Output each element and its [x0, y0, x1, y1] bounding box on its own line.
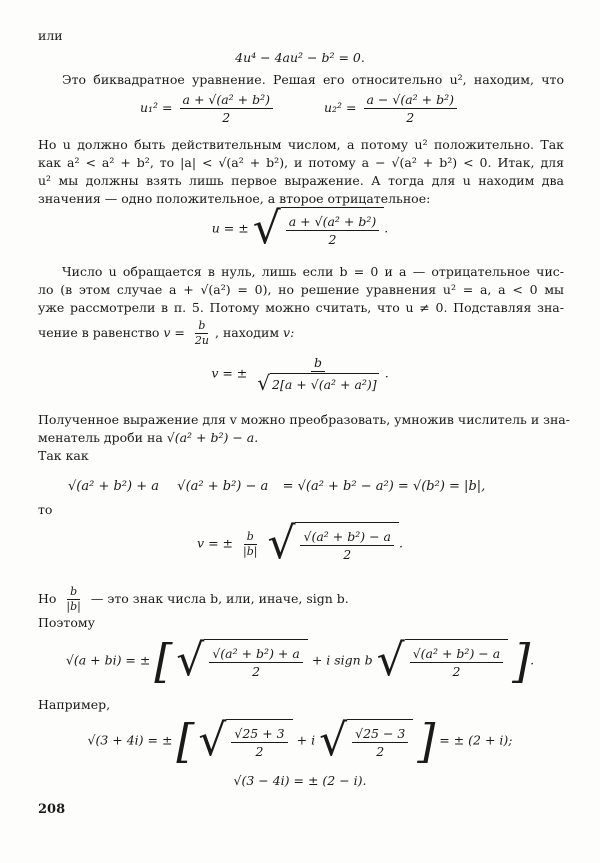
- text-line: как a² < a² + b², то |a| < √(a² + b²), и потому a − √(a² + b²) < 0. Итак, для: [38, 155, 564, 170]
- eq-lhs: √(3 + 4i) = ±: [87, 732, 173, 748]
- fraction: [180, 92, 274, 125]
- fraction-denominator: 2: [328, 231, 337, 247]
- eq-lhs: v = ±: [197, 535, 233, 551]
- equation-biquadratic: 4u⁴ − 4au² − b² = 0.: [235, 50, 365, 65]
- left-bracket: [: [176, 714, 195, 768]
- fraction-numerator: √(a² + b²) − a: [300, 529, 394, 546]
- text-line: уже рассмотрели в п. 5. Потому можно считать, что u ≠ 0. Подставляя зна-: [38, 300, 564, 315]
- equation-complex-root: √(a + bi) = ± [ √ $\frac{\text{√(a² + b²) + a}}{2}$ + i sign b √ $\frac{\text{√(a² + b²) − a}}{2}$ ].: [65, 634, 535, 688]
- square-root: [267, 518, 399, 569]
- eq-lhs: u₁² =: [140, 100, 173, 115]
- text-span: — это знак числа b, или, иначе, sign b.: [90, 591, 349, 606]
- radicand: [281, 207, 385, 251]
- text-span: Но: [38, 591, 57, 606]
- text-span: чение в равенство: [38, 325, 160, 340]
- fraction: [364, 92, 458, 125]
- radical-sign: √: [267, 518, 296, 569]
- fraction-denominator: 2: [222, 110, 231, 125]
- equation-example: [0, 714, 600, 768]
- eq-part: √(a² + b²) − a: [177, 479, 269, 494]
- text-line-with-fraction: [38, 585, 349, 613]
- fraction: [231, 726, 287, 759]
- fraction: [410, 646, 504, 679]
- text-line: u² мы должны взять лишь первое выражение. А тогда для u находим два: [38, 173, 564, 188]
- square-root: [257, 373, 378, 393]
- equation-example-2: √(3 − 4i) = ± (2 − i).: [233, 773, 367, 788]
- radical-sign: √: [319, 715, 348, 766]
- fraction-numerator: √(a² + b²) − a: [410, 646, 504, 663]
- fraction-numerator: √25 + 3: [231, 726, 287, 743]
- fraction-numerator: √25 − 3: [352, 726, 408, 743]
- radical-sign: √: [198, 715, 227, 766]
- text-span: менатель дроби на: [38, 430, 163, 445]
- text-line: то: [38, 502, 53, 517]
- left-bracket: [: [154, 634, 173, 688]
- fraction-denominator: 2: [252, 663, 261, 679]
- fraction-denominator: 2: [376, 743, 385, 759]
- fraction-numerator: a − √(a² + b²): [364, 92, 458, 109]
- text-line: Но u должно быть действительным числом, а потому u² положительно. Так: [38, 137, 564, 152]
- fraction: [209, 646, 303, 679]
- radicand: [295, 522, 399, 566]
- right-bracket: ]: [417, 714, 436, 768]
- text-line-with-fraction: чение в равенство v = $\frac{b}{2u}$ , находим v:: [38, 319, 295, 347]
- text-line: Например,: [38, 697, 111, 712]
- equation-u: u = ± √ $\frac{\text{a + √(a² + b²)}}{2}$ .: [211, 203, 389, 254]
- square-root: [319, 715, 413, 766]
- eq-lhs: v =: [163, 325, 185, 340]
- text-line: Полученное выражение для v можно преобразовать, умножив числитель и зна-: [38, 412, 570, 427]
- text-line: значения — одно положительное, а второе отрицательное:: [38, 191, 431, 206]
- eq-lhs: u₂² =: [323, 100, 357, 115]
- fraction-numerator: a + √(a² + b²): [180, 92, 274, 109]
- fraction-numerator: a + √(a² + b²): [286, 214, 380, 231]
- eq-lhs: √(a + bi) = ±: [65, 652, 151, 668]
- eq-rhs: = ± (2 + i);: [439, 732, 513, 748]
- page-number: 208: [38, 802, 66, 817]
- fraction: [286, 214, 380, 247]
- equation-v-final: v = ± $\frac{b}{|b|}$ √ $\frac{\text{√(a² + b²) − a}}{2}$ .: [197, 518, 403, 569]
- equation-v: v = ± b √ 2[a + √(a² + a²)] .: [211, 355, 389, 395]
- fraction-denominator: 2: [406, 110, 415, 125]
- fraction-denominator: |b|: [66, 600, 81, 613]
- radicand: 2[a + √(a² + a²)]: [270, 373, 379, 393]
- fraction: [192, 320, 212, 347]
- fraction-denominator: [254, 372, 381, 393]
- text-line: ло (в этом случае a + √(a²) = 0), но решение уравнения u² = a, a < 0 мы: [38, 282, 564, 297]
- fraction: [300, 529, 394, 562]
- square-root: [252, 203, 385, 254]
- fraction: [254, 355, 381, 393]
- radicand: [204, 639, 308, 683]
- inline-math: √(a² + b²) − a.: [166, 430, 259, 445]
- square-root: [376, 635, 509, 686]
- fraction-denominator: 2: [452, 663, 461, 679]
- text-line: Так как: [38, 448, 89, 463]
- radicand: [226, 719, 292, 763]
- fraction: [240, 531, 260, 558]
- equation-u-squared: [0, 92, 600, 125]
- square-root: [198, 715, 292, 766]
- radical-sign: √: [376, 635, 405, 686]
- fraction-denominator: |b|: [242, 544, 258, 558]
- fraction-denominator: 2u: [194, 334, 209, 347]
- eq-lhs: u = ±: [211, 220, 249, 236]
- fraction: [352, 726, 408, 759]
- eq-mid: + i sign b: [311, 652, 373, 668]
- text-span: находим: [222, 325, 280, 340]
- radicand: [405, 639, 509, 683]
- text-line: или: [38, 28, 63, 43]
- fraction-denominator: 2: [255, 743, 264, 759]
- eq-part: √(a² + b²) + a: [68, 479, 159, 494]
- variable: v:: [283, 325, 295, 340]
- radical-sign: √: [252, 203, 281, 254]
- radical-sign: √: [176, 635, 205, 686]
- fraction-numerator: √(a² + b²) + a: [209, 646, 303, 663]
- square-root: [176, 635, 308, 686]
- radicand: [347, 719, 413, 763]
- text-line: Поэтому: [38, 615, 95, 630]
- text-line: [38, 430, 258, 446]
- fraction-numerator: b: [311, 355, 325, 372]
- fraction-numerator: b: [67, 586, 80, 600]
- equation-product: [68, 479, 485, 495]
- fraction: [63, 586, 83, 613]
- fraction-numerator: b: [195, 320, 208, 334]
- text-line: Это биквадратное уравнение. Решая его относительно u², находим, что: [62, 72, 564, 87]
- eq-mid: + i: [296, 732, 316, 748]
- fraction-numerator: b: [244, 531, 257, 545]
- radical-sign: √: [257, 371, 271, 395]
- eq-part: = √(a² + b² − a²) = √(b²) = |b|,: [282, 479, 486, 494]
- text-line: Число u обращается в нуль, лишь если b = 0 и a — отрицательное чис-: [62, 264, 564, 279]
- right-bracket: ]: [512, 634, 531, 688]
- eq-lhs: v = ±: [211, 365, 248, 381]
- fraction-denominator: 2: [343, 546, 352, 562]
